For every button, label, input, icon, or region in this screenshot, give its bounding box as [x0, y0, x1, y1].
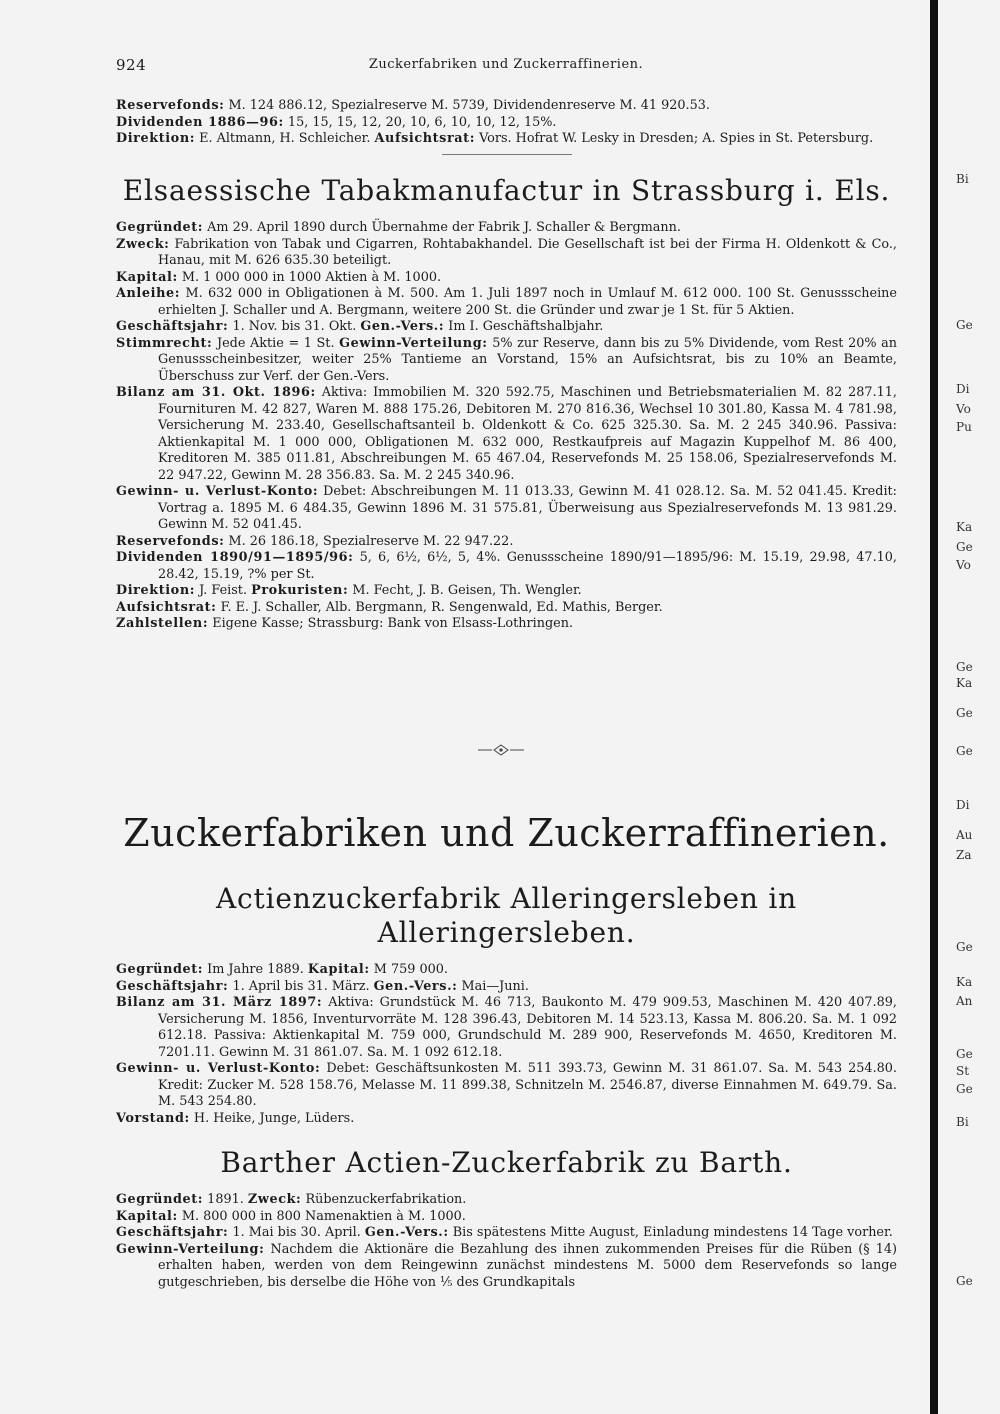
entry-label: Gegründet:	[116, 962, 204, 977]
entry-text: M. 124 886.12, Spezialreserve M. 5739, Dividendenreserve M. 41 920.53.	[228, 98, 710, 113]
entry	[116, 583, 897, 600]
entry-text: M. 1 000 000 in 1000 Aktien à M. 1000.	[181, 269, 442, 285]
entry-label: Geschäftsjahr:	[116, 319, 229, 334]
entry-label: Reservefonds:	[116, 98, 225, 113]
entry-text: Vors. Hofrat W. Lesky in Dresden; A. Spies in St. Petersburg.	[479, 131, 874, 146]
entry-text: 5, 6, 6½, 6½, 5, 4%. Genussscheine 1890/91—1895/96: M. 15.19, 29.98, 47.10, 28.42, 15.19, ?% per St.	[158, 550, 897, 582]
entry	[116, 319, 897, 336]
entry-label: Gewinn-Verteilung:	[339, 335, 488, 351]
entry-label: Gegründet:	[116, 220, 204, 235]
entry-label: Gewinn-Verteilung:	[116, 1241, 265, 1257]
entry	[116, 962, 897, 979]
entry-text: M. 800 000 in 800 Namenaktien à M. 1000.	[181, 1208, 466, 1224]
entry-text: 1. Nov. bis 31. Okt.	[232, 319, 357, 334]
entry	[116, 534, 897, 551]
margin-fragment: St	[956, 1064, 970, 1078]
entry-text: Jede Aktie = 1 St.	[216, 335, 335, 351]
entry	[116, 1111, 897, 1128]
entry-text: M 759 000.	[373, 962, 448, 977]
entry-text: M. 26 186.18, Spezialreserve M. 22 947.22.	[228, 533, 514, 549]
margin-fragment: Za	[956, 848, 972, 862]
entry-label: Dividenden 1890/91—1895/96:	[116, 550, 354, 565]
entry	[116, 336, 897, 386]
entry	[116, 270, 897, 287]
company-title: Barther Actien-Zuckerfabrik zu Barth.	[220, 1146, 793, 1179]
entry-label: Bilanz am 31. März 1897:	[116, 995, 323, 1010]
margin-fragment: Ge	[956, 1274, 973, 1288]
entry-label: Aufsichtsrat:	[116, 599, 217, 615]
margin-fragment: Di	[956, 382, 970, 396]
entry	[116, 550, 897, 583]
divider-rule	[442, 154, 572, 155]
entry-label: Prokuristen:	[251, 583, 349, 598]
entry-text: Debet: Abschreibungen M. 11 013.33, Gewinn M. 41 028.12. Sa. M. 52 041.45. Kredit: Vortrag a. 1895 M. 6 484.35, Gewinn 1896 M. 31 575.81, Überweisung aus Spezialreservefonds M. 13 981.29. Gewinn M. 52 041.45.	[158, 484, 897, 532]
entry-label: Direktion:	[116, 583, 196, 598]
entry-text: Aktiva: Grundstück M. 46 713, Baukonto M. 479 909.53, Maschinen M. 420 407.89, Versicherung M. 1856, Inventurvorräte M. 128 396.43, Debitoren M. 14 523.13, Kassa M. 806.20. Sa. M. 1 092 612.18. Passiva: Aktienkapital M. 759 000, Grundschuld M. 289 900, Reservefonds M. 4650, Kreditoren M. 7201.11. Gewinn M. 31 861.07. Sa. M. 1 092 612.18.	[158, 995, 897, 1060]
entry-text: Mai—Juni.	[461, 978, 529, 994]
margin-fragment: Ge	[956, 660, 973, 674]
company-title: Actienzuckerfabrik Alleringersleben in Alleringersleben.	[216, 882, 797, 949]
entry	[116, 220, 897, 237]
entry-label: Gen.-Vers.:	[364, 1225, 449, 1240]
entry-label: Gewinn- u. Verlust-Konto:	[116, 1061, 321, 1076]
previous-company-tail	[116, 98, 897, 167]
entry-label: Kapital:	[307, 962, 370, 977]
entry	[116, 115, 897, 132]
margin-fragment: Ka	[956, 975, 973, 989]
entry-label: Bilanz am 31. Okt. 1896:	[116, 385, 316, 400]
entry	[116, 979, 897, 996]
entry-text: E. Altmann, H. Schleicher.	[199, 131, 371, 146]
running-header	[116, 56, 896, 80]
entry-label: Dividenden 1886—96:	[116, 114, 284, 130]
entry-label: Geschäftsjahr:	[116, 1225, 229, 1240]
margin-fragment: Ka	[956, 676, 973, 690]
margin-fragment: Ge	[956, 318, 973, 332]
entry	[116, 237, 897, 270]
entry-text: Im Jahre 1889.	[207, 962, 304, 977]
entry	[116, 600, 897, 617]
margin-fragment: Ge	[956, 540, 973, 554]
entry-label: Gen.-Vers.:	[360, 319, 445, 334]
company-alleringersleben	[116, 882, 897, 1127]
entry-label: Reservefonds:	[116, 533, 225, 549]
entry-label: Kapital:	[116, 269, 178, 285]
entry	[116, 131, 897, 148]
entry	[116, 1061, 897, 1111]
entry-label: Geschäftsjahr:	[116, 978, 229, 994]
margin-fragment: Ka	[956, 520, 973, 534]
entry-text: 15, 15, 15, 12, 20, 10, 6, 10, 10, 12, 15%.	[287, 114, 557, 130]
company-title: Elsaessische Tabakmanufactur in Strassburg i. Els.	[122, 174, 891, 207]
entry-text: Eigene Kasse; Strassburg: Bank von Elsass-Lothringen.	[212, 616, 574, 631]
entry-label: Direktion:	[116, 131, 196, 146]
section-title: Zuckerfabriken und Zuckerraffinerien.	[123, 811, 890, 855]
page-gutter-edge	[930, 0, 938, 1414]
ornament-divider-icon	[478, 744, 524, 756]
entry	[116, 1225, 897, 1242]
entry-text: Fabrikation von Tabak und Cigarren, Rohtabakhandel. Die Gesellschaft ist bei der Firma H. Oldenkott & Co., Hanau, mit M. 626 635.30 beteiligt.	[158, 236, 897, 268]
entry-text: Nachdem die Aktionäre die Bezahlung des ihnen zukommenden Preises für die Rüben (§ 14) erhalten haben, werden von dem Reingewinn zunächst mindestens M. 5000 dem Reservefonds so lange gutgeschrieben, bis derselbe die Höhe von ⅕ des Grundkapitals	[158, 1241, 897, 1290]
margin-fragment: Di	[956, 798, 970, 812]
margin-fragment: Bi	[956, 1115, 969, 1129]
entry-text: Im I. Geschäftshalbjahr.	[448, 319, 604, 334]
margin-fragment: Ge	[956, 706, 973, 720]
entry-text: Bis spätestens Mitte August, Einladung mindestens 14 Tage vorher.	[452, 1225, 893, 1240]
entry	[116, 286, 897, 319]
entry-text: Debet: Geschäftsunkosten M. 511 393.73, Gewinn M. 31 861.07. Sa. M. 543 254.80. Kredit: Zucker M. 528 158.76, Melasse M. 11 899.38, Schnitzeln M. 2546.87, diverse Einnahmen M. 649.79. Sa. M. 543 254.80.	[158, 1061, 897, 1109]
adjacent-page-margin	[956, 0, 1000, 1414]
margin-fragment: Vo	[956, 402, 971, 416]
entry-text: Aktiva: Immobilien M. 320 592.75, Maschinen und Betriebsmaterialien M. 82 287.11, Fournituren M. 42 827, Waren M. 888 175.26, Debitoren M. 270 816.36, Wechsel 10 301.80, Kassa M. 4 781.98, Versicherung M. 233.40, Gesellschaftsanteil b. Oldenkott & Co. 625 325.30. Sa. M. 2 245 340.96. Passiva: Aktienkapital M. 1 000 000, Obligationen M. 632 000, Restkaufpreis auf Magazin Kuppelhof M. 86 400, Kreditoren M. 385 011.81, Abschreibungen M. 65 467.04, Reservefonds M. 25 158.06, Spezialreservefonds M. 22 947.22, Gewinn M. 28 356.83. Sa. M. 2 245 340.96.	[158, 385, 897, 483]
entry	[116, 1242, 897, 1292]
running-title: Zuckerfabriken und Zuckerraffinerien.	[368, 57, 644, 72]
margin-fragment: Ge	[956, 940, 973, 954]
entry-label: Vorstand:	[116, 1110, 190, 1126]
entry-text: M. Fecht, J. B. Geisen, Th. Wengler.	[352, 583, 582, 598]
margin-fragment: Pu	[956, 420, 972, 434]
entry	[116, 1192, 897, 1209]
entry-label: Aufsichtsrat:	[374, 131, 476, 146]
entry-label: Gen.-Vers.:	[373, 978, 458, 994]
entry-label: Zweck:	[116, 236, 170, 252]
margin-fragment: Ge	[956, 1082, 973, 1096]
entry-text: J. Feist.	[199, 583, 248, 598]
entry-text: M. 632 000 in Obligationen à M. 500. Am 1. Juli 1897 noch in Umlauf M. 612 000. 100 St. Genussscheine erhielten J. Schaller und A. Bergmann, weitere 200 St. die Gründer und zwar je 1 St. für 5 Aktien.	[158, 286, 897, 318]
entry-text: 1. Mai bis 30. April.	[232, 1225, 361, 1240]
company-elsaessische-tabakmanufactur	[116, 174, 897, 633]
entry-label: Anleihe:	[116, 286, 181, 301]
entry-text: F. E. J. Schaller, Alb. Bergmann, R. Sengenwald, Ed. Mathis, Berger.	[220, 599, 663, 615]
margin-fragment: Ge	[956, 1047, 973, 1061]
margin-fragment: An	[956, 994, 973, 1008]
entry-label: Zweck:	[247, 1192, 302, 1207]
margin-fragment: Bi	[956, 172, 969, 186]
entry-label: Kapital:	[116, 1208, 178, 1224]
entry-label: Gegründet:	[116, 1192, 204, 1207]
entry-text: 1. April bis 31. März.	[232, 978, 370, 994]
entry	[116, 1209, 897, 1226]
entry-text: Rübenzuckerfabrikation.	[305, 1192, 467, 1207]
entry	[116, 484, 897, 534]
entry	[116, 385, 897, 484]
entry	[116, 98, 897, 115]
entry-text: H. Heike, Junge, Lüders.	[193, 1110, 355, 1126]
page-number: 924	[116, 56, 147, 74]
entry-label: Zahlstellen:	[116, 616, 209, 631]
entry	[116, 616, 897, 633]
margin-fragment: Vo	[956, 558, 971, 572]
entry	[116, 995, 897, 1061]
entry-label: Stimmrecht:	[116, 335, 213, 351]
entry-label: Gewinn- u. Verlust-Konto:	[116, 484, 319, 499]
margin-fragment: Au	[956, 828, 973, 842]
entry-text: 1891.	[207, 1192, 244, 1207]
margin-fragment: Ge	[956, 744, 973, 758]
company-barther-zuckerfabrik	[116, 1146, 897, 1291]
entry-text: Am 29. April 1890 durch Übernahme der Fabrik J. Schaller & Bergmann.	[207, 220, 681, 235]
entry-text: 5% zur Reserve, dann bis zu 5% Dividende, vom Rest 20% an Genussscheinbesitzer, weiter 25% Tantieme an Vorstand, 15% an Aufsichtsrat, bis zu 10% an Beamte, Überschuss zur Verf. der Gen.-Vers.	[158, 335, 897, 384]
